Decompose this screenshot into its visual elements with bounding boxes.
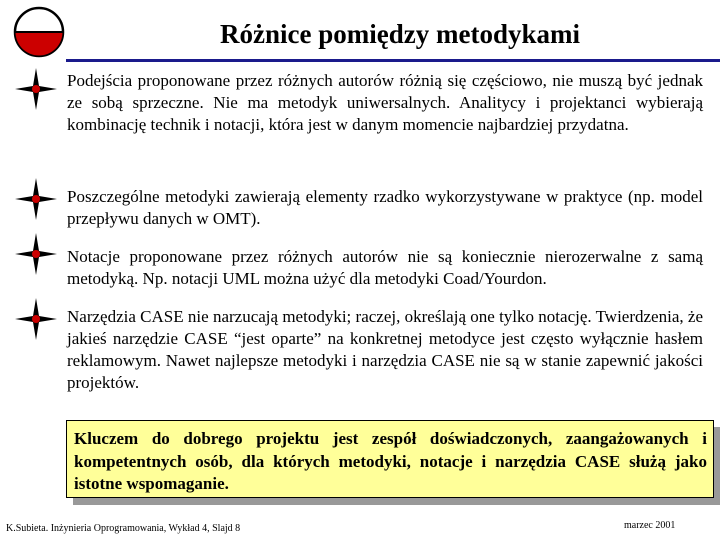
paragraph-methodologies-differ: Podejścia proponowane przez różnych autorów różnią się częściowo, nie muszą być jednak ze sobą sprzeczne. Nie ma metodyk uniwersalnych. Analitycy i projektanci wybierają kombinację technik i notacji, która jest w danym momencie najbardziej przydatna. bbox=[67, 71, 703, 134]
footer-source: K.Subieta. Inżynieria Oprogramowania, Wykład 4, Slajd 8 bbox=[6, 523, 241, 534]
title-rule bbox=[66, 59, 720, 62]
paragraph-notations: Notacje proponowane przez różnych autorów nie są koniecznie nierozerwalne z samą metodyką. Np. notacji UML można użyć dla metodyki Coad/Yourdon. bbox=[67, 247, 703, 288]
polish-flag-circle-icon bbox=[13, 6, 65, 58]
paragraph-case-tools: Narzędzia CASE nie narzucają metodyki; raczej, określają one tylko notację. Twierdzenia, że jakieś narzędzie CASE “jest oparte” na konkretnej metodyce jest często wyłącznie hasłem reklamowym. Nawet najlepsze metodyki i narzędzia CASE nie są w stanie zapewnić jakości projektów. bbox=[67, 307, 703, 392]
paragraph-rarely-used-elements: Poszczególne metodyki zawierają elementy rzadko wykorzystywane w praktyce (np. model przepływu danych w OMT). bbox=[67, 187, 703, 228]
four-point-star-icon bbox=[14, 177, 58, 221]
slide-title: Różnice pomiędzy metodykami bbox=[220, 19, 580, 49]
four-point-star-icon bbox=[14, 67, 58, 111]
footer-date: marzec 2001 bbox=[624, 520, 676, 531]
key-takeaway-callout: Kluczem do dobrego projektu jest zespół doświadczonych, zaangażowanych i kompetentnych osób, dla których metodyki, notacje i narzędzia CASE służą jako istotne wspomaganie. bbox=[66, 420, 714, 498]
four-point-star-icon bbox=[14, 232, 58, 276]
four-point-star-icon bbox=[14, 297, 58, 341]
